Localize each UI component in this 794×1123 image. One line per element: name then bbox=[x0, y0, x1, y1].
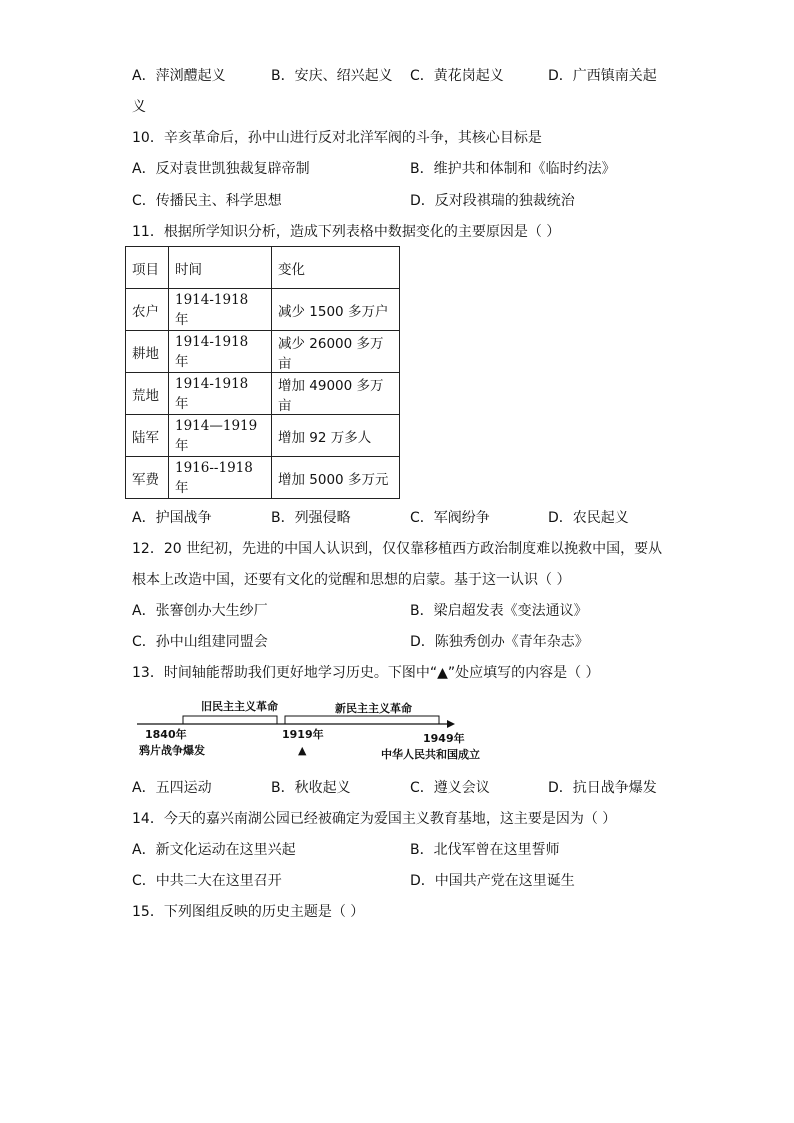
q10-stem: 10．辛亥革命后，孙中山进行反对北洋军阀的斗争，其核心目标是 bbox=[132, 130, 542, 146]
timeline-label-old: 旧民主主义革命 bbox=[201, 700, 278, 713]
q9-option-c: C．黄花岗起义 bbox=[410, 68, 504, 84]
table-cell: 农户 bbox=[126, 289, 169, 331]
timeline-brace-new bbox=[285, 716, 439, 724]
q14-option-c: C．中共二大在这里召开 bbox=[132, 873, 282, 889]
q9-option-a: A．萍浏醴起义 bbox=[132, 68, 226, 84]
q14-stem: 14．今天的嘉兴南湖公园已经被确定为爱国主义教育基地，这主要是因为（ ） bbox=[132, 811, 617, 827]
table-cell: 荒地 bbox=[126, 373, 169, 415]
q15-stem: 15．下列图组反映的历史主题是（ ） bbox=[132, 904, 365, 920]
table-header-row bbox=[126, 247, 400, 289]
table-cell: 军费 bbox=[126, 457, 169, 499]
q13-option-c: C．遵义会议 bbox=[410, 780, 490, 796]
table-row bbox=[126, 415, 400, 457]
q12-option-c: C．孙中山组建同盟会 bbox=[132, 634, 268, 650]
q10-option-a: A．反对袁世凯独裁复辟帝制 bbox=[132, 161, 310, 177]
q11-option-d: D．农民起义 bbox=[548, 510, 629, 526]
table-header-cell: 项目 bbox=[126, 247, 169, 289]
q9-option-d: D．广西镇南关起 bbox=[548, 68, 657, 84]
timeline-event-1840: 鸦片战争爆发 bbox=[139, 744, 205, 757]
table-cell: 减少 26000 多万亩 bbox=[272, 331, 400, 373]
table-header-cell: 时间 bbox=[169, 247, 272, 289]
q14-option-b: B．北伐军曾在这里誓师 bbox=[410, 842, 560, 858]
table-cell: 增加 92 万多人 bbox=[272, 415, 400, 457]
table-row bbox=[126, 289, 400, 331]
q9-option-b: B．安庆、绍兴起义 bbox=[271, 68, 393, 84]
table-cell: 1914—1919 年 bbox=[169, 415, 272, 457]
table-cell: 增加 5000 多万元 bbox=[272, 457, 400, 499]
q13-timeline-diagram bbox=[135, 696, 535, 766]
q13-option-a: A．五四运动 bbox=[132, 780, 212, 796]
q10-option-d: D．反对段祺瑞的独裁统治 bbox=[410, 193, 575, 209]
q11-stem: 11．根据所学知识分析，造成下列表格中数据变化的主要原因是（ ） bbox=[132, 224, 561, 240]
q12-option-d: D．陈独秀创办《青年杂志》 bbox=[410, 634, 589, 650]
q9-option-d-wrap: 义 bbox=[132, 99, 146, 115]
q12-option-a: A．张謇创办大生纱厂 bbox=[132, 603, 268, 619]
timeline-year-1919: 1919年 bbox=[282, 728, 324, 741]
table-cell: 减少 1500 多万户 bbox=[272, 289, 400, 331]
table-cell: 1914-1918 年 bbox=[169, 373, 272, 415]
timeline-year-1840: 1840年 bbox=[145, 728, 187, 741]
timeline-marker-triangle: ▲ bbox=[298, 744, 307, 757]
table-cell: 陆军 bbox=[126, 415, 169, 457]
q11-data-table bbox=[125, 246, 400, 499]
timeline-brace-old bbox=[183, 716, 277, 724]
table-header-cell: 变化 bbox=[272, 247, 400, 289]
q11-option-c: C．军阀纷争 bbox=[410, 510, 490, 526]
q10-option-c: C．传播民主、科学思想 bbox=[132, 193, 282, 209]
timeline-year-1949: 1949年 bbox=[423, 732, 465, 745]
table-row bbox=[126, 457, 400, 499]
q10-option-b: B．维护共和体制和《临时约法》 bbox=[410, 161, 616, 177]
timeline-label-new: 新民主主义革命 bbox=[335, 702, 412, 715]
q12-stem-line1: 12．20 世纪初，先进的中国人认识到，仅仅靠移植西方政治制度难以挽救中国，要从 bbox=[132, 541, 663, 557]
q13-option-d: D．抗日战争爆发 bbox=[548, 780, 657, 796]
q11-option-a: A．护国战争 bbox=[132, 510, 212, 526]
q12-option-b: B．梁启超发表《变法通议》 bbox=[410, 603, 588, 619]
table-cell: 1914-1918 年 bbox=[169, 289, 272, 331]
q11-option-b: B．列强侵略 bbox=[271, 510, 351, 526]
table-cell: 1914-1918 年 bbox=[169, 331, 272, 373]
table-row bbox=[126, 373, 400, 415]
table-row bbox=[126, 331, 400, 373]
table-cell: 1916--1918 年 bbox=[169, 457, 272, 499]
table-cell: 耕地 bbox=[126, 331, 169, 373]
q14-option-a: A．新文化运动在这里兴起 bbox=[132, 842, 296, 858]
q13-stem: 13．时间轴能帮助我们更好地学习历史。下图中“▲”处应填写的内容是（ ） bbox=[132, 665, 600, 681]
timeline-event-1949: 中华人民共和国成立 bbox=[381, 748, 480, 761]
q12-stem-line2: 根本上改造中国，还要有文化的觉醒和思想的启蒙。基于这一认识（ ） bbox=[132, 572, 571, 588]
q14-option-d: D．中国共产党在这里诞生 bbox=[410, 873, 575, 889]
timeline-arrow bbox=[447, 720, 455, 728]
q13-option-b: B．秋收起义 bbox=[271, 780, 351, 796]
table-cell: 增加 49000 多万亩 bbox=[272, 373, 400, 415]
